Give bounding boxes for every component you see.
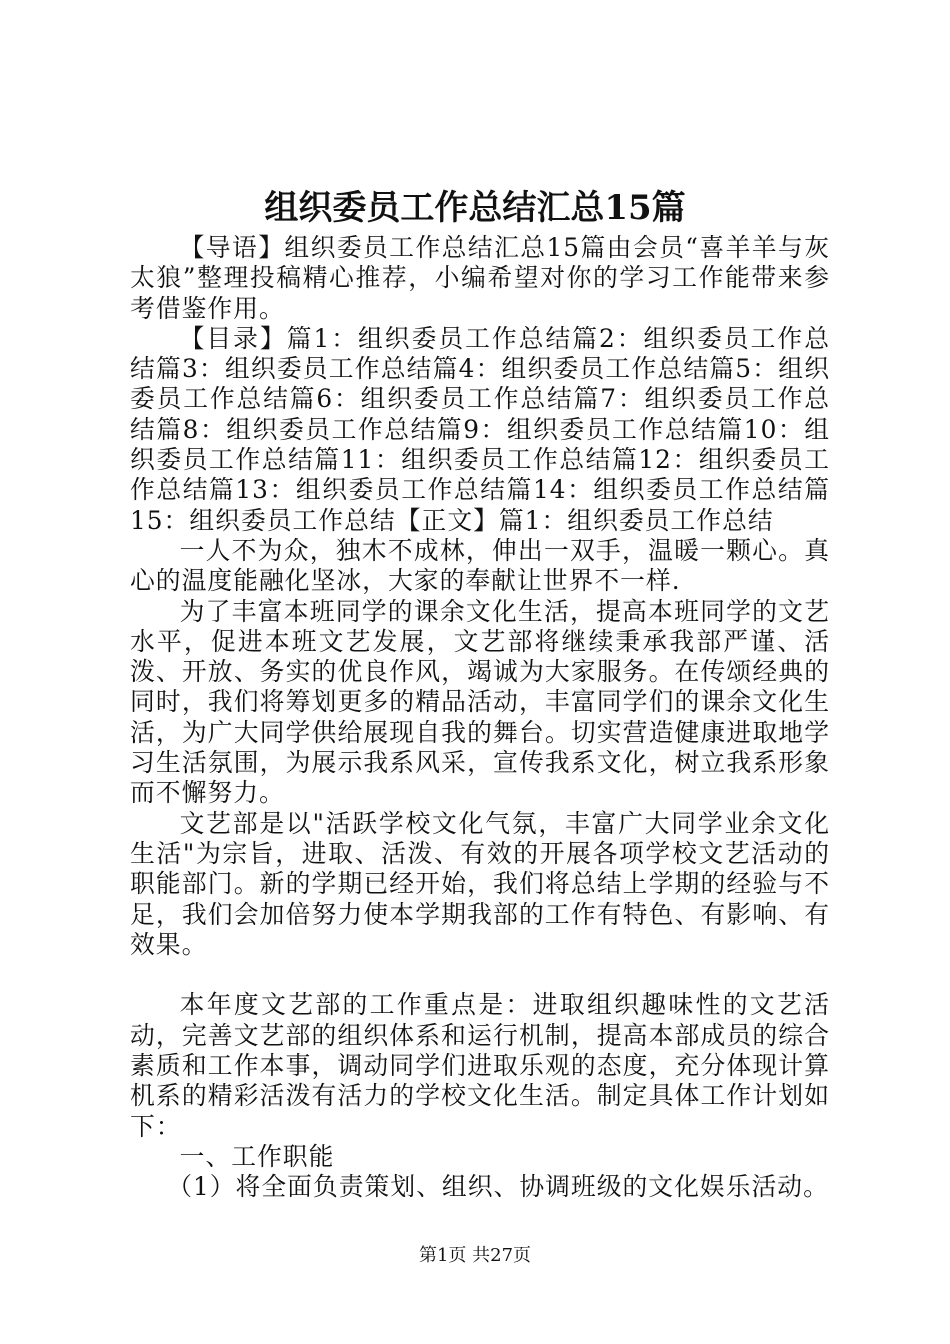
section-heading: 一、工作职能: [179, 1141, 335, 1171]
body-paragraph: 为了丰富本班同学的课余文化生活，提高本班同学的文艺水平，促进本班文艺发展，文艺部将继续秉承我部严谨、活泼、开放、务实的优良作风，竭诚为大家服务。在传颂经典的同时，我们将筹划更多的精品活动，丰富同学们的课余文化生活，为广大同学供给展现自我的舞台。切实营造健康进取地学习生活氛围，为展示我系风采，宣传我系文化，树立我系形象而不懈努力。: [130, 596, 830, 808]
intro-paragraph: 【导语】组织委员工作总结汇总15篇由会员“喜羊羊与灰太狼”整理投稿精心推荐，小编希望对你的学习工作能带来参考借鉴作用。: [130, 233, 830, 323]
table-of-contents-paragraph: 【目录】篇1：组织委员工作总结篇2：组织委员工作总结篇3：组织委员工作总结篇4：组织委员工作总结篇5：组织委员工作总结篇6：组织委员工作总结篇7：组织委员工作总结篇8：组织委员工作总结篇9：组织委员工作总结篇10：组织委员工作总结篇11：组织委员工作总结篇12：组织委员工作总结篇13：组织委员工作总结篇14：组织委员工作总结篇15：组织委员工作总结【正文】篇1：组织委员工作总结: [130, 323, 830, 535]
document-title: 组织委员工作总结汇总15篇: [264, 188, 686, 228]
body-paragraph: 本年度文艺部的工作重点是：进取组织趣味性的文艺活动，完善文艺部的组织体系和运行机制，提高本部成员的综合素质和工作本事，调动同学们进取乐观的态度，充分体现计算机系的精彩活泼有活力的学校文化生活。制定具体工作计划如下：: [130, 990, 830, 1141]
page-number-footer: 第1页 共27页: [418, 1245, 532, 1266]
list-item: （1）将全面负责策划、组织、协调班级的文化娱乐活动。: [167, 1172, 829, 1202]
document-body: [130, 233, 830, 1203]
body-paragraph: 文艺部是以"活跃学校文化气氛，丰富广大同学业余文化生活"为宗旨，进取、活泼、有效的开展各项学校文艺活动的职能部门。新的学期已经开始，我们将总结上学期的经验与不足，我们会加倍努力使本学期我部的工作有特色、有影响、有效果。: [130, 808, 830, 959]
body-paragraph: 一人不为众，独木不成林，伸出一双手，温暖一颗心。真心的温度能融化坚冰，大家的奉献让世界不一样.: [130, 535, 830, 596]
